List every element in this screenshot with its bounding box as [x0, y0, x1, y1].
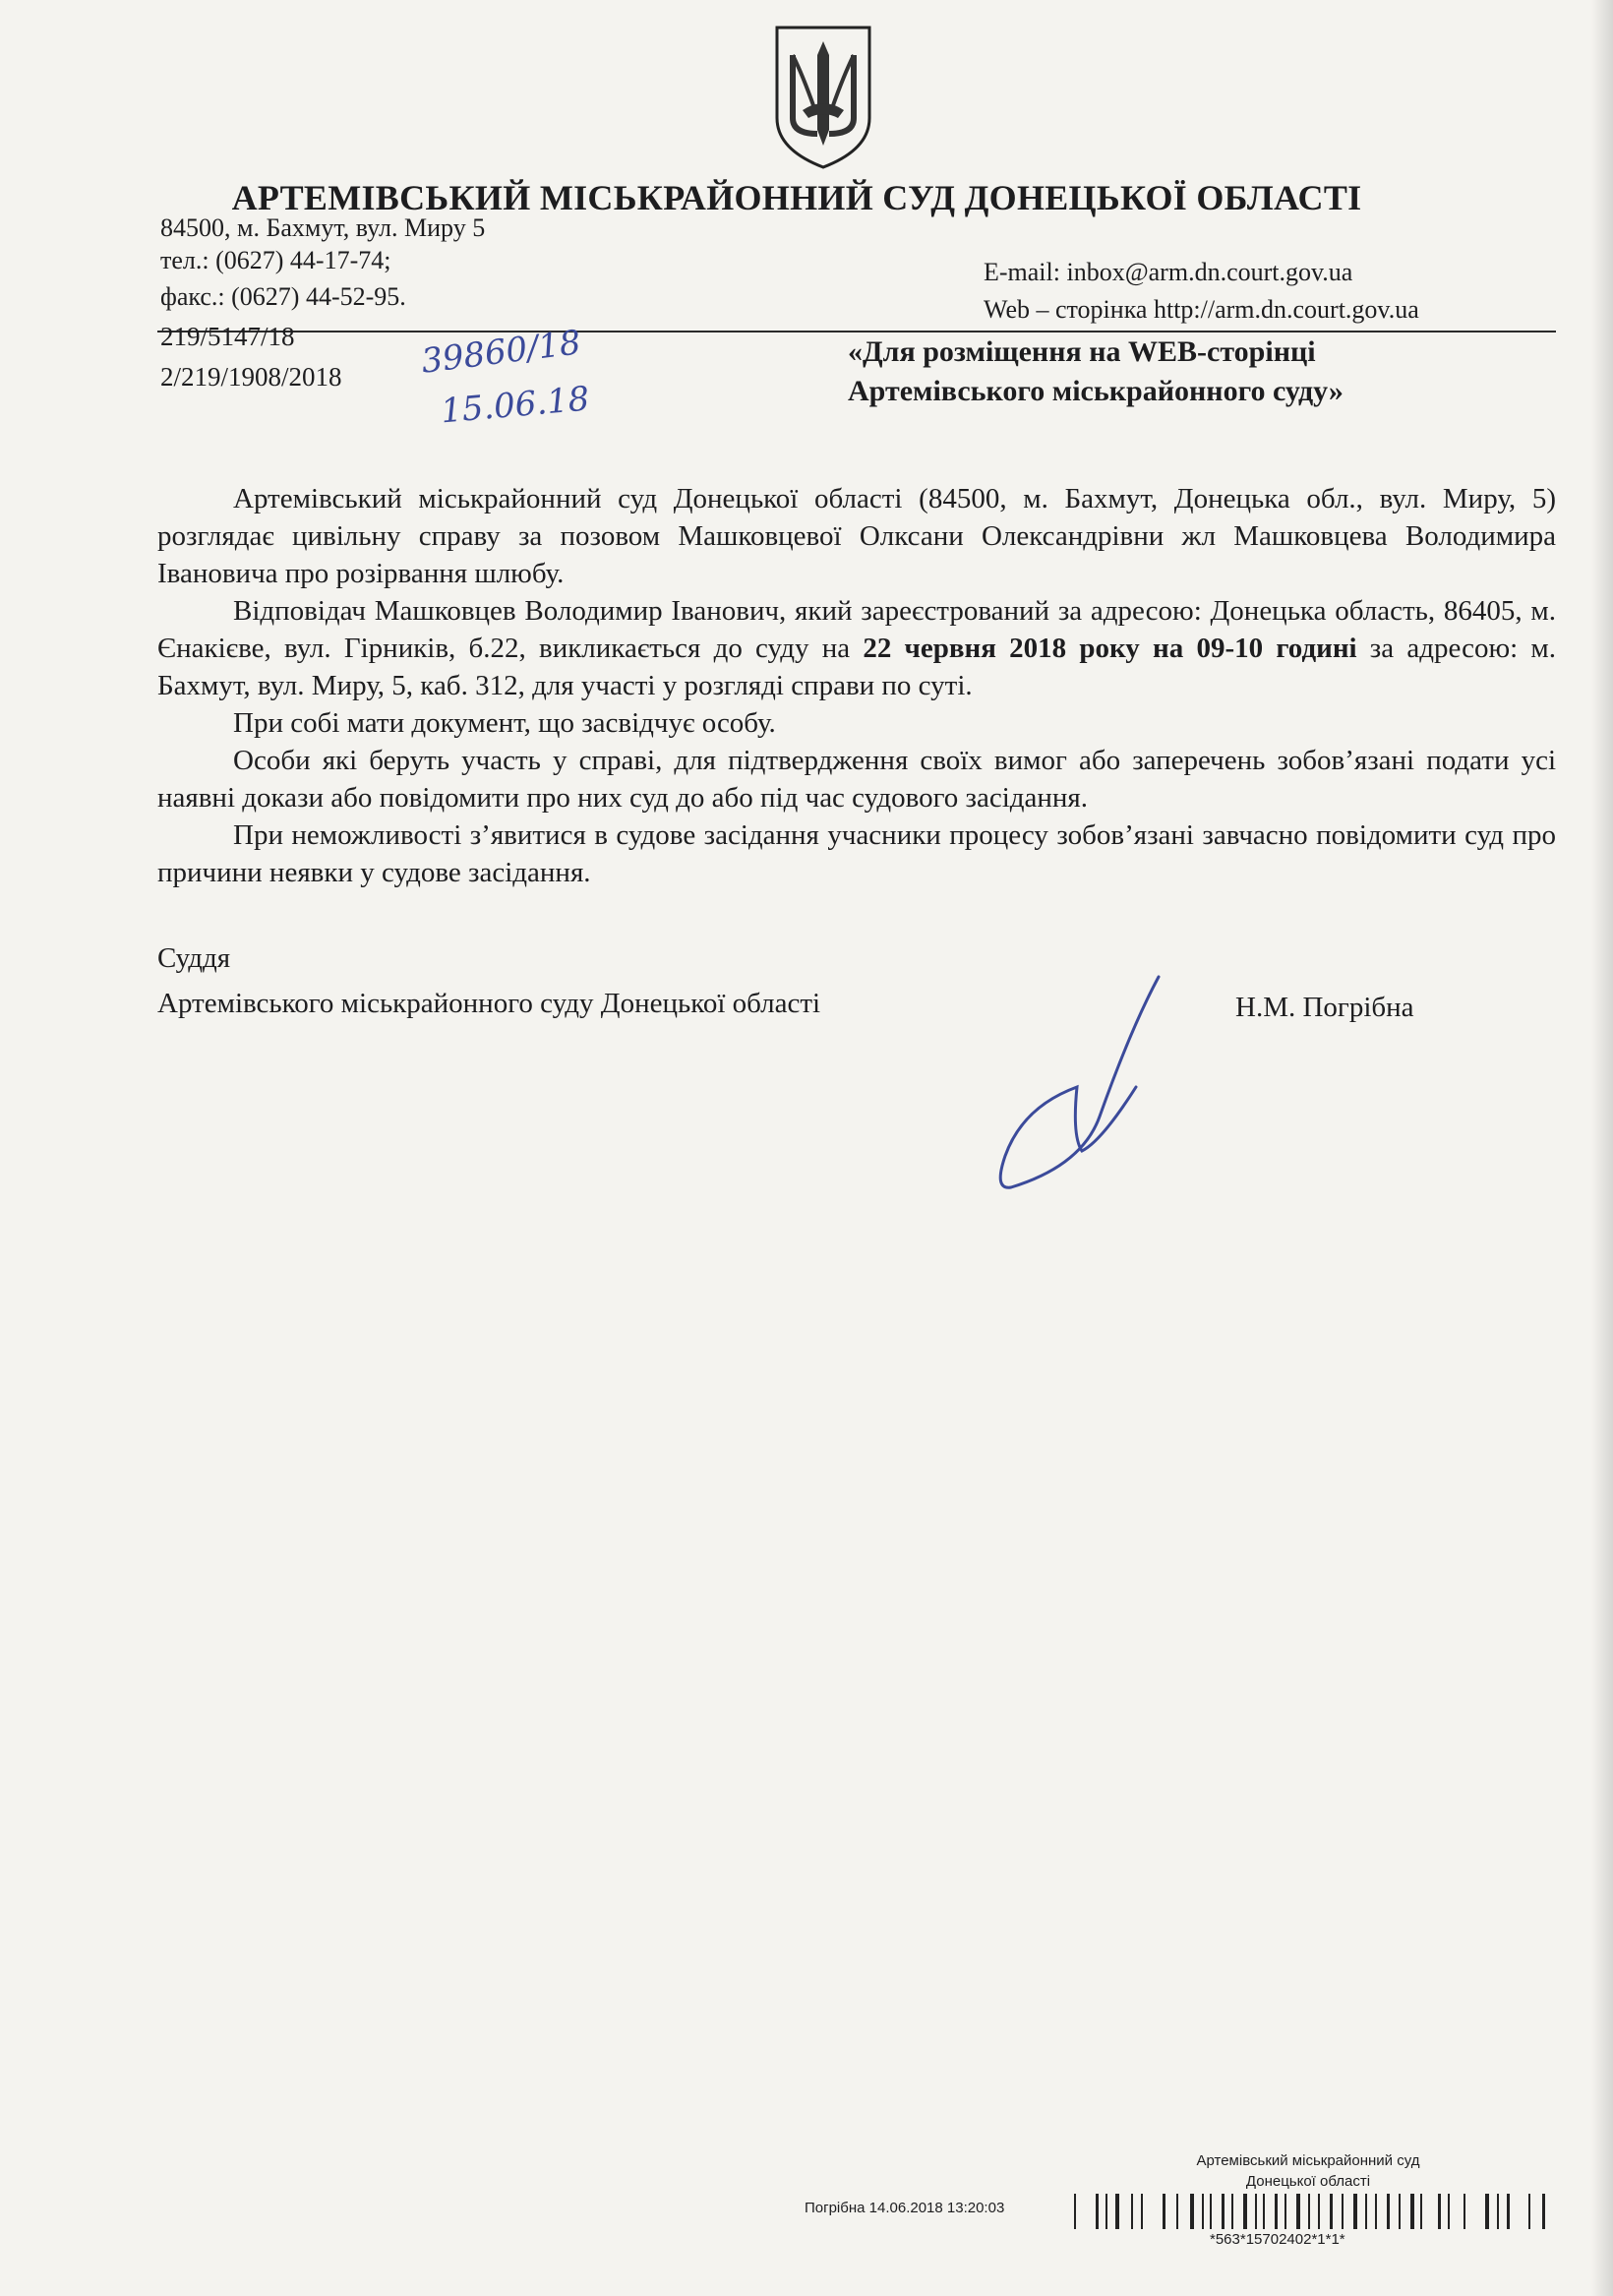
handwritten-registration-number: 39860/18 [419, 323, 583, 382]
registry-stamp [1121, 2150, 1495, 2192]
signatory-title: Суддя [157, 942, 231, 974]
handwritten-signature [984, 969, 1180, 1195]
court-phone: тел.: (0627) 44-17-74; [160, 246, 391, 274]
court-title: АРТЕМІВСЬКИЙ МІСЬКРАЙОННИЙ СУД ДОНЕЦЬКОЇ ОБЛАСТІ [231, 178, 1362, 217]
court-website: Web – сторінка http://arm.dn.court.gov.ua [984, 295, 1419, 324]
handwritten-date: 15.06.18 [439, 379, 591, 432]
paragraph-absence: При неможливості з’явитися в судове засідання учасники процесу зобов’язані завчасно повідомити суд про причини неявки у судове засідання. [157, 819, 1556, 888]
paragraph-summons [157, 592, 1556, 704]
court-address: 84500, м. Бахмут, вул. Миру 5 [160, 213, 486, 242]
registry-region-line: Донецької області [1245, 2173, 1371, 2190]
court-email: E-mail: inbox@arm.dn.court.gov.ua [984, 258, 1353, 286]
court-fax: факс.: (0627) 44-52-95. [160, 282, 406, 311]
paragraph-evidence: Особи які беруть участь у справі, для підтвердження своїх вимог або заперечень зобов’язані подати усі наявні докази або повідомити про них суд до або під час судового засідання. [157, 745, 1556, 814]
paragraph-id-document: При собі мати документ, що засвідчує особу. [233, 707, 776, 739]
barcode-number: *563*15702402*1*1* [1210, 2231, 1345, 2248]
paragraph-case: Артемівський міськрайонний суд Донецької області (84500, м. Бахмут, Донецька обл., вул. Миру, 5) розглядає цивільну справу за позовом Машковцевої Олксани Олександрівни жл Машковцева Володимира Івановича про розірвання шлюбу. [157, 483, 1556, 589]
web-note-line: Артемівського міськрайонного суду» [848, 375, 1344, 407]
barcode-icon [1074, 2194, 1554, 2229]
summons-text: Відповідач Машковцев Володимир Іванович, який зареєстрований за адресою: Донецька область, 86405, м. Єнакієве, вул. Гірників, б.22, викликається до суду на [157, 595, 1556, 664]
notice-body [157, 480, 1556, 891]
hearing-date: 22 червня 2018 року на 09-10 годині [863, 633, 1357, 664]
case-number: 219/5147/18 [160, 322, 295, 351]
proceeding-number: 2/219/1908/2018 [160, 362, 342, 392]
web-publication-note [848, 332, 1536, 411]
judge-name: Н.М. Погрібна [1235, 992, 1414, 1023]
summons-address: за адресою: м. Бахмут, вул. Миру, 5, каб. 312, для участі у розгляді справи по суті. [157, 633, 1556, 701]
registry-court-line: Артемівський міськрайонний суд [1196, 2152, 1420, 2169]
registry-created: Погрібна 14.06.2018 13:20:03 [805, 2200, 1005, 2216]
scan-edge-shadow [1591, 0, 1613, 2296]
web-note-line: «Для розміщення на WEB-сторінці [848, 335, 1316, 368]
trident-coat-of-arms-icon [769, 20, 877, 172]
signatory-court: Артемівського міськрайонного суду Донецької області [157, 988, 821, 1019]
